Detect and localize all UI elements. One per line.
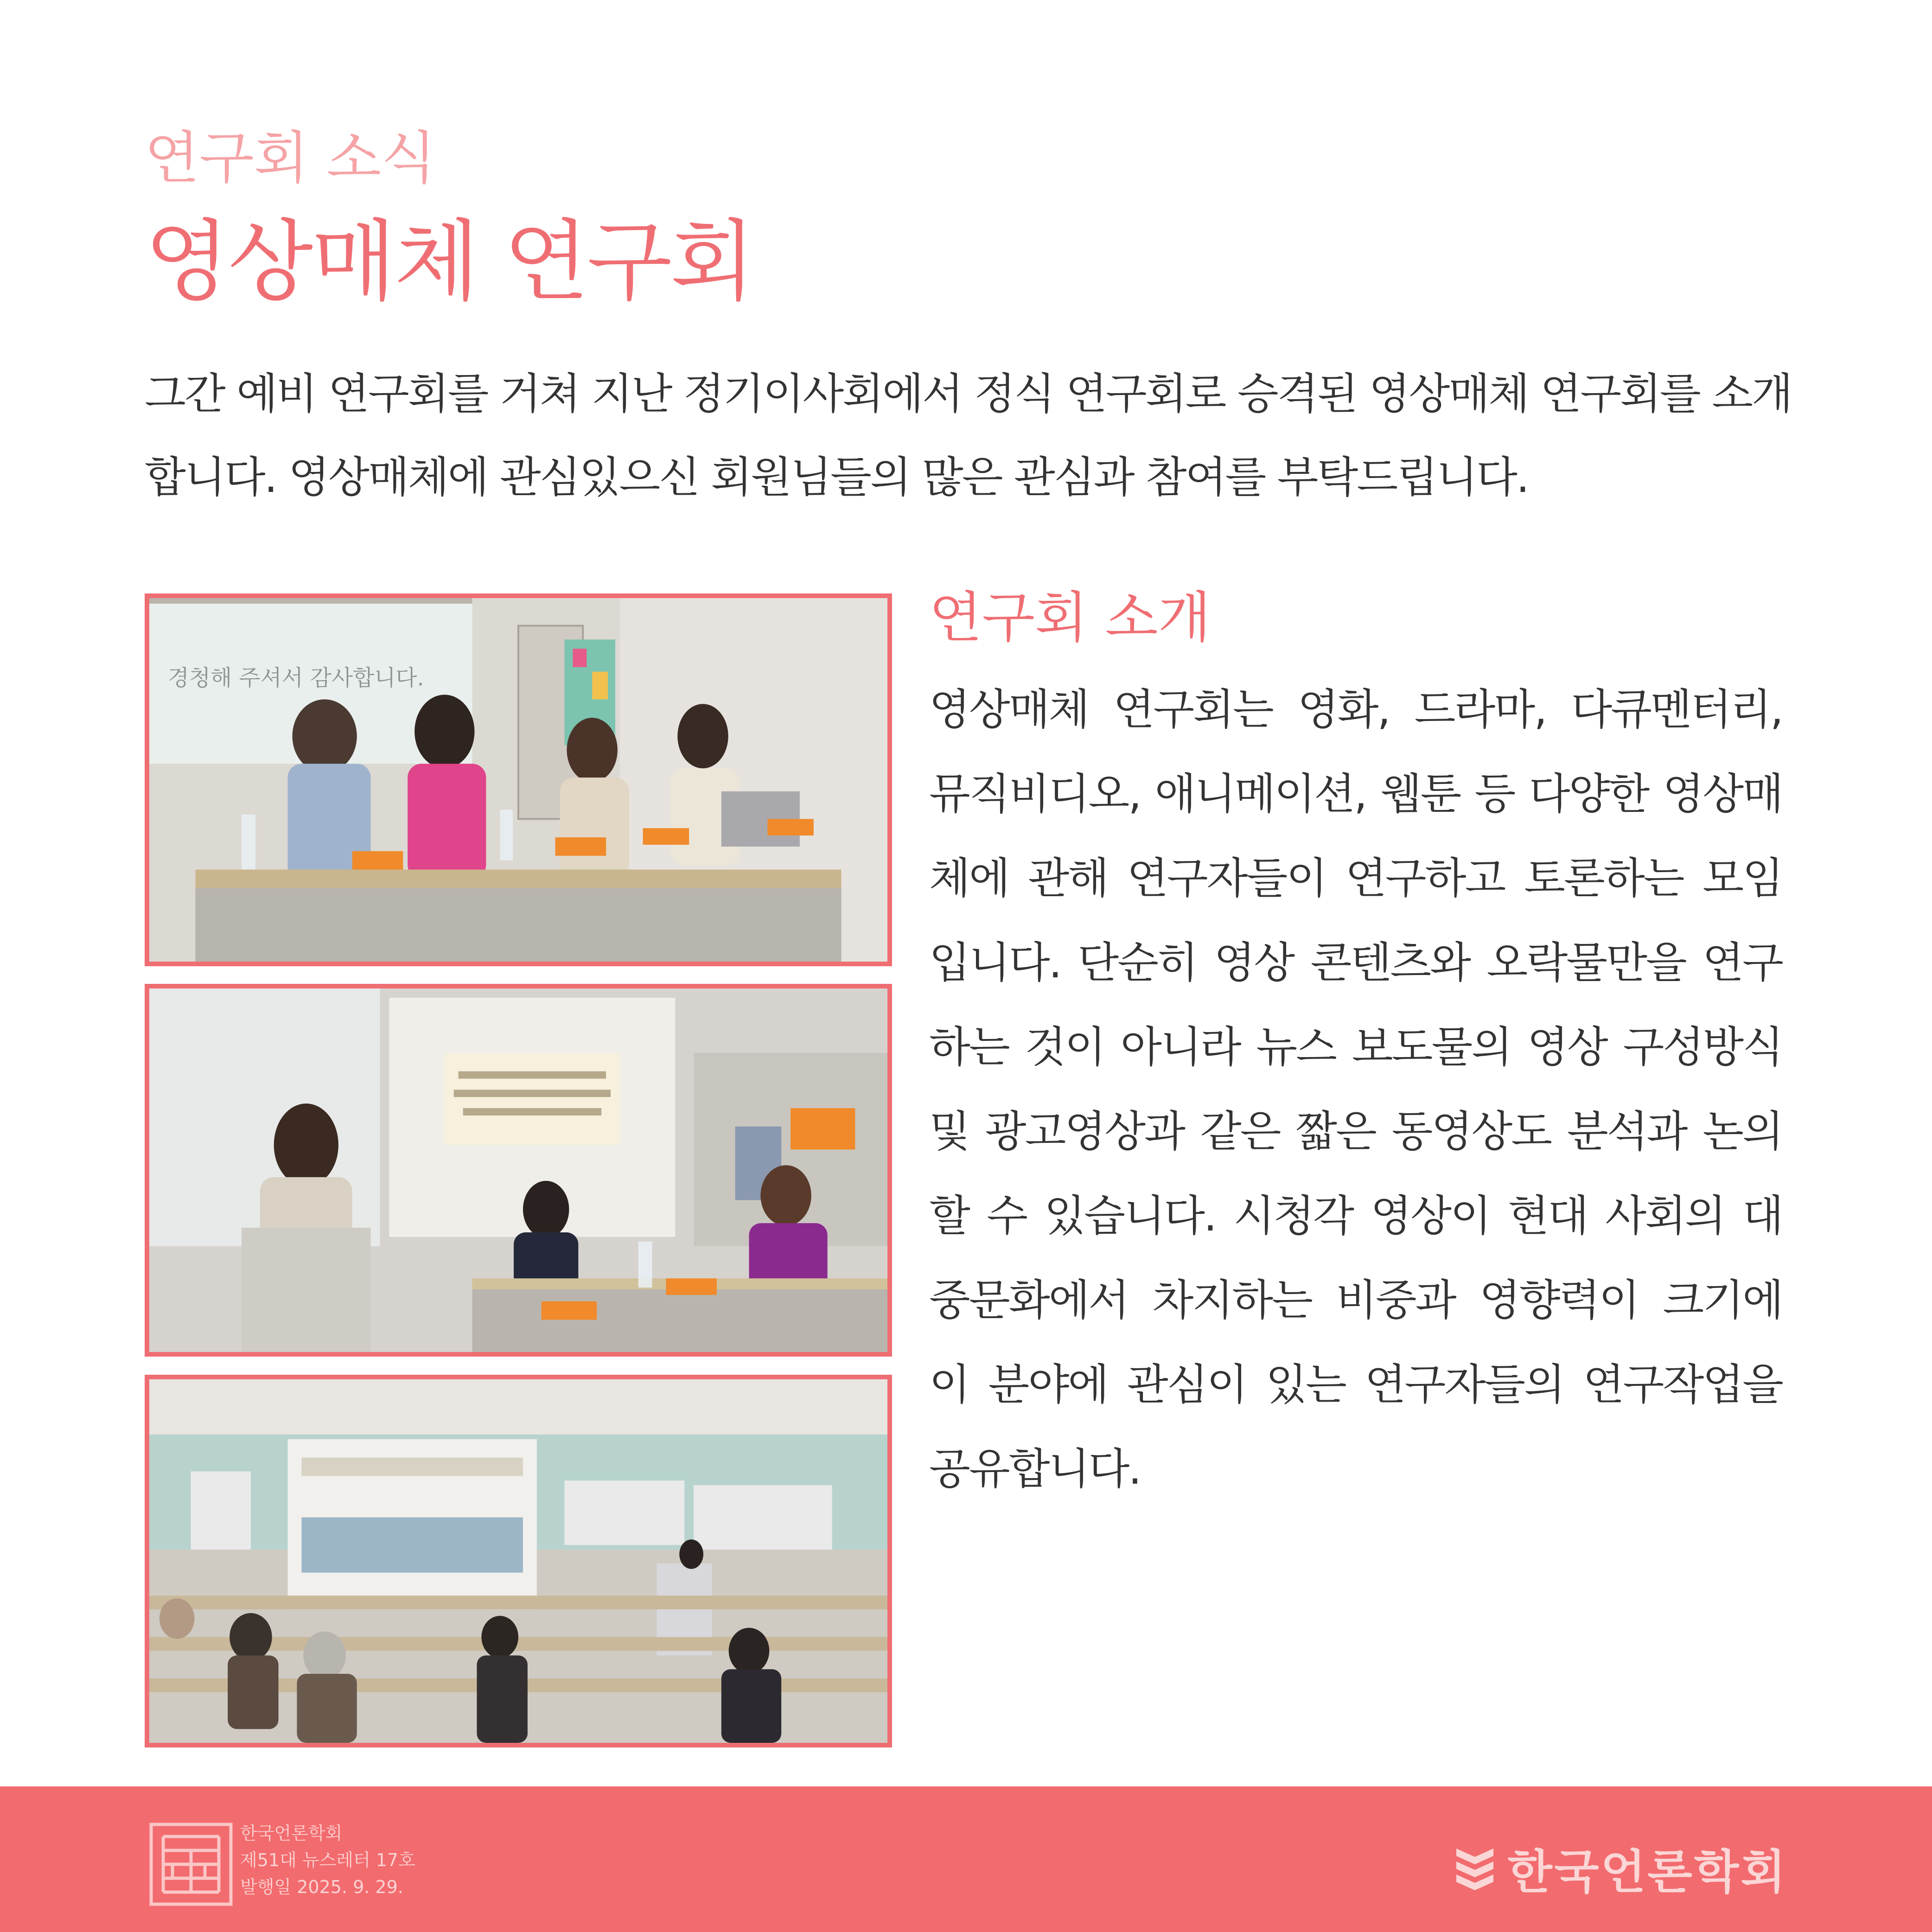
footer-org: 한국언론학회	[240, 1823, 343, 1843]
intro-section-title: 연구회 소개	[929, 586, 1211, 650]
photo-panel-discussion	[145, 593, 892, 966]
footer-issue: 제51대 뉴스레터 17호	[240, 1850, 415, 1870]
society-seal-icon	[145, 1818, 237, 1911]
intro-section-body: 영상매체 연구회는 영화, 드라마, 다큐멘터리, 뮤직비디오, 애니메이션, 웹툰 등 다양한 영상매체에 관해 연구자들이 연구하고 토론하는 모임입니다. 단순히 영상 콘텐츠와 오락물만을 연구하는 것이 아니라 뉴스 보도물의 영상 구성방식 및 광고영상과 같은 짧은 동영상도 분석과 논의할 수 있습니다. 시청각 영상이 현대 사회의 대중문화에서 차지하는 비중과 영향력이 크기에 이 분야에 관심이 있는 연구자들의 연구작업을 공유합니다.	[929, 685, 1782, 1494]
intro-paragraph: 그간 예비 연구회를 거쳐 지난 정기이사회에서 정식 연구회로 승격된 영상매체 연구회를 소개합니다. 영상매체에 관심있으신 회원님들의 많은 관심과 참여를 부탁드립니다.	[145, 369, 1792, 502]
brand-logo-icon	[1454, 1846, 1495, 1890]
section-label: 연구회 소식	[145, 125, 436, 191]
photo-lecture-hall	[145, 1375, 892, 1747]
footer-date: 발행일 2025. 9. 29.	[240, 1877, 403, 1897]
brand-name: 한국언론학회	[1507, 1845, 1787, 1899]
footer-brand	[1454, 1835, 1787, 1901]
photo-presenter-podium	[145, 984, 892, 1357]
page-title: 영상매체 연구회	[145, 210, 754, 313]
screen-text: 경청해 주셔서 감사합니다.	[167, 665, 424, 691]
footer	[0, 1786, 1932, 1932]
